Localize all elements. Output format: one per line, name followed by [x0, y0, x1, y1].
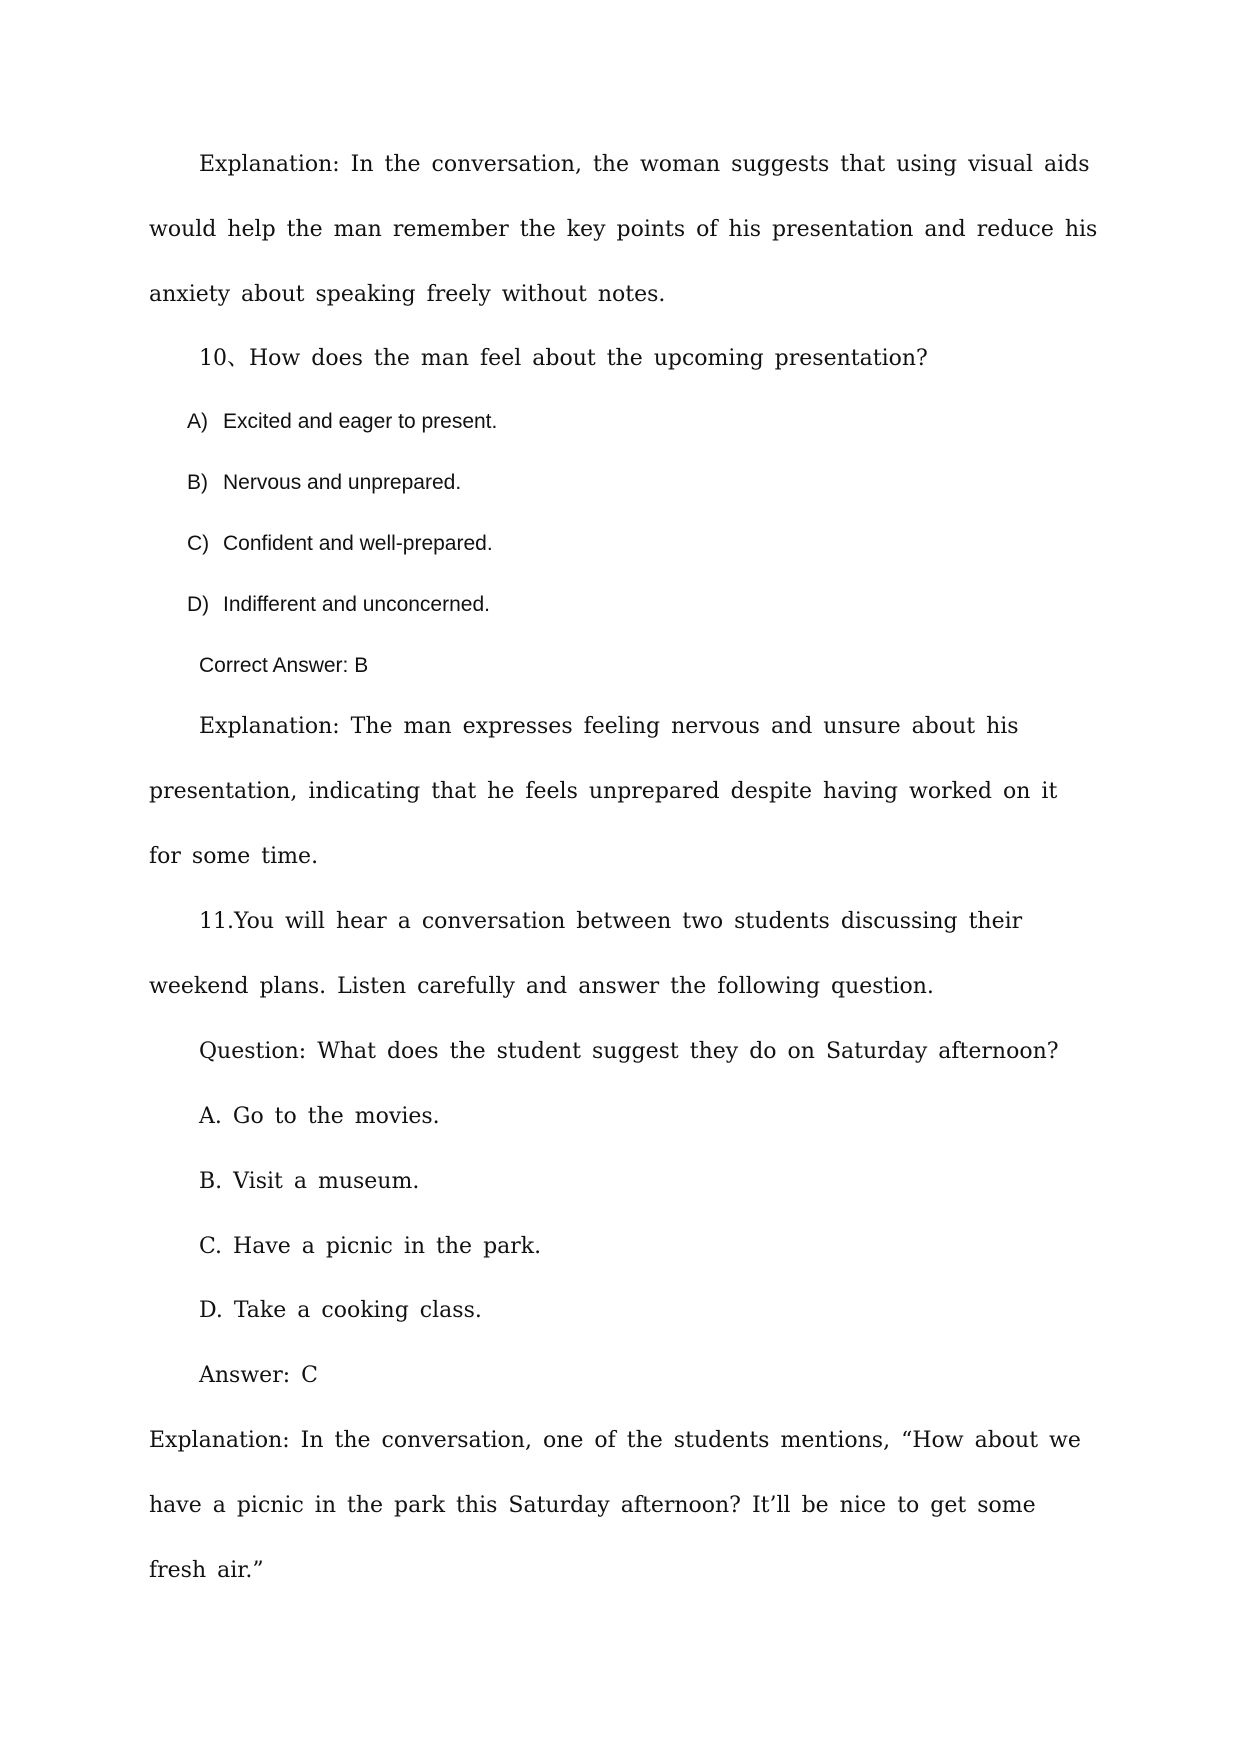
question-11-question: Question: What does the student suggest they do on Saturday afternoon? [199, 1039, 1059, 1064]
option-letter: A) [187, 410, 208, 433]
question-11-option-d: D. Take a cooking class. [199, 1298, 482, 1323]
option-text: Confident and well-prepared. [223, 532, 493, 555]
question-10-stem: 10、How does the man feel about the upcoming presentation? [199, 346, 928, 371]
explanation-9-line-3: anxiety about speaking freely without notes. [149, 282, 666, 307]
question-10-option-c [187, 529, 493, 559]
question-11-option-b: B. Visit a museum. [199, 1169, 420, 1194]
option-letter: D) [187, 593, 210, 616]
question-10-correct-answer: Correct Answer: B [199, 654, 369, 677]
explanation-11-line-2: have a picnic in the park this Saturday afternoon? It’ll be nice to get some [149, 1493, 1036, 1518]
question-11-intro-line-2: weekend plans. Listen carefully and answer the following question. [149, 974, 934, 999]
question-10-option-a [187, 407, 497, 437]
explanation-9-line-2: would help the man remember the key points of his presentation and reduce his [149, 217, 1098, 242]
option-letter: B) [187, 471, 208, 494]
explanation-10-line-2: presentation, indicating that he feels unprepared despite having worked on it [149, 779, 1058, 804]
question-11-option-a: A. Go to the movies. [199, 1104, 440, 1129]
question-10-option-b [187, 468, 461, 498]
explanation-11-line-3: fresh air.” [149, 1558, 264, 1583]
explanation-10-line-3: for some time. [149, 844, 319, 869]
question-11-intro-line-1: 11.You will hear a conversation between two students discussing their [199, 909, 1023, 934]
explanation-10-line-1: Explanation: The man expresses feeling nervous and unsure about his [199, 714, 1019, 739]
option-text: Indifferent and unconcerned. [223, 593, 490, 616]
option-letter: C) [187, 532, 210, 555]
explanation-9-line-1: Explanation: In the conversation, the woman suggests that using visual aids [199, 152, 1090, 177]
question-11-option-c: C. Have a picnic in the park. [199, 1234, 542, 1259]
question-10-option-d [187, 590, 490, 620]
option-text: Excited and eager to present. [223, 410, 498, 433]
option-text: Nervous and unprepared. [223, 471, 462, 494]
question-11-answer: Answer: C [199, 1363, 318, 1388]
explanation-11-line-1: Explanation: In the conversation, one of the students mentions, “How about we [149, 1428, 1081, 1453]
